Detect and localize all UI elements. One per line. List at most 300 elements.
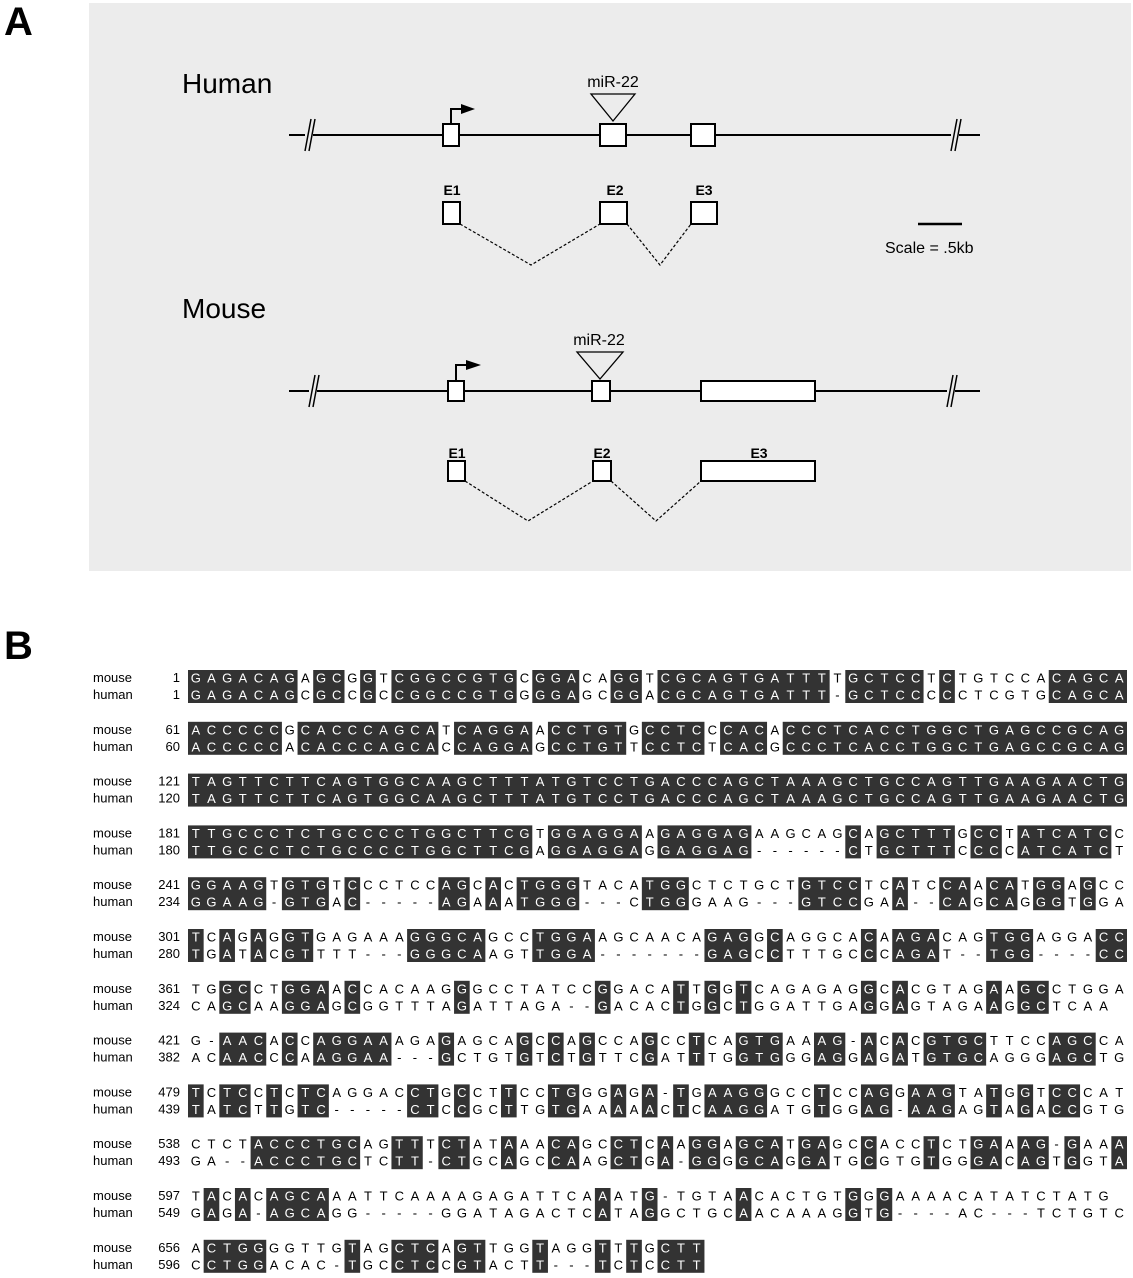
human-nucleotide: A [1005, 791, 1014, 807]
human-nucleotide: C [989, 687, 999, 703]
human-nucleotide: G [190, 894, 201, 910]
alignment-block [93, 981, 1124, 1014]
mouse-nucleotide: A [723, 1188, 733, 1204]
mouse-nucleotide: G [582, 1240, 593, 1256]
human-nucleotide: A [379, 739, 388, 755]
human-nucleotide: G [879, 1101, 890, 1117]
human-nucleotide: C [1114, 1205, 1124, 1221]
mouse-row-label: mouse [93, 773, 133, 789]
human-nucleotide: G [707, 998, 718, 1014]
human-nucleotide: T [317, 842, 326, 858]
mouse-nucleotide: G [566, 1240, 577, 1256]
mouse-nucleotide: G [456, 877, 467, 893]
human-nucleotide: G [910, 946, 921, 962]
mouse-nucleotide: T [536, 825, 545, 841]
human-nucleotide: G [1114, 739, 1125, 755]
human-nucleotide: G [957, 1153, 968, 1169]
mouse-nucleotide: A [238, 877, 248, 893]
human-nucleotide: C [957, 687, 968, 703]
mouse-nucleotide: G [973, 670, 984, 686]
mouse-nucleotide: T [1083, 1188, 1092, 1204]
human-nucleotide: G [190, 1205, 201, 1221]
mouse-nucleotide: C [285, 1033, 295, 1049]
human-nucleotide: G [801, 1101, 812, 1117]
mouse-nucleotide: T [1021, 1188, 1030, 1204]
human-nucleotide: C [723, 1205, 733, 1221]
human-row-label: human [93, 687, 133, 702]
human-nucleotide: G [331, 998, 342, 1014]
mouse-nucleotide: A [1052, 774, 1061, 790]
mouse-nucleotide: A [426, 722, 435, 738]
mouse-nucleotide: A [394, 1033, 404, 1049]
mouse-nucleotide: A [1067, 877, 1077, 893]
mouse-nucleotide: C [347, 981, 358, 997]
mouse-nucleotide: A [520, 1188, 529, 1204]
human-nucleotide: G [973, 1101, 984, 1117]
mouse-nucleotide: G [409, 670, 420, 686]
human-nucleotide: G [535, 687, 546, 703]
human-nucleotide: A [316, 739, 326, 755]
human-nucleotide: T [989, 946, 998, 962]
mouse-nucleotide: G [1082, 981, 1093, 997]
mouse-nucleotide: G [1067, 929, 1078, 945]
human-nucleotide: C [441, 1153, 451, 1169]
human-nucleotide: G [941, 1153, 953, 1169]
human-nucleotide: A [645, 998, 655, 1014]
mouse-nucleotide: C [472, 877, 483, 893]
human-nucleotide: G [519, 1153, 530, 1169]
mouse-nucleotide: G [1067, 1136, 1078, 1152]
human-nucleotide: T [363, 1153, 372, 1169]
human-nucleotide: C [253, 1050, 264, 1066]
human-nucleotide: A [207, 1153, 216, 1169]
human-nucleotide: G [503, 687, 514, 703]
human-nucleotide: G [1082, 1205, 1093, 1221]
human-start-position: 324 [158, 997, 180, 1013]
human-nucleotide: C [629, 998, 639, 1014]
human-nucleotide: G [660, 894, 671, 910]
mouse-nucleotide: C [911, 1033, 921, 1049]
mouse-nucleotide: T [943, 825, 952, 841]
human-nucleotide: G [519, 687, 530, 703]
human-exon-1-box [443, 124, 459, 146]
human-nucleotide: C [723, 739, 733, 755]
mouse-nucleotide: C [253, 981, 264, 997]
mouse-nucleotide: G [550, 825, 561, 841]
mouse-nucleotide: G [738, 825, 749, 841]
mouse-nucleotide: G [1035, 1136, 1046, 1152]
human-nucleotide: T [536, 1257, 545, 1273]
mouse-nucleotide: C [942, 1136, 952, 1152]
human-nucleotide: C [316, 1101, 326, 1117]
mouse-nucleotide: C [472, 1084, 483, 1100]
human-nucleotide: G [1035, 687, 1046, 703]
human-nucleotide: - [224, 1153, 230, 1169]
mouse-nucleotide: T [395, 1136, 404, 1152]
mouse-nucleotide: T [317, 1136, 326, 1152]
mouse-nucleotide: A [457, 1033, 467, 1049]
mouse-nucleotide: A [316, 981, 326, 997]
mouse-nucleotide: T [708, 1188, 717, 1204]
human-nucleotide: T [191, 946, 200, 962]
human-nucleotide: C [707, 791, 717, 807]
mouse-nucleotide: C [535, 1033, 545, 1049]
human-nucleotide: C [253, 739, 264, 755]
human-nucleotide: C [801, 739, 811, 755]
mouse-nucleotide: A [973, 1188, 983, 1204]
mouse-nucleotide: G [503, 670, 514, 686]
human-nucleotide: T [223, 1257, 232, 1273]
human-nucleotide: G [597, 842, 608, 858]
mouse-nucleotide: C [785, 1188, 796, 1204]
human-nucleotide: T [833, 739, 842, 755]
human-nucleotide: A [222, 894, 232, 910]
mouse-nucleotide: C [222, 722, 232, 738]
human-nucleotide: G [331, 1153, 342, 1169]
human-nucleotide: C [895, 791, 905, 807]
human-nucleotide: A [707, 1101, 717, 1117]
mouse-nucleotide: C [879, 877, 890, 893]
human-nucleotide: T [473, 842, 482, 858]
human-nucleotide: G [284, 894, 295, 910]
human-nucleotide: T [630, 1153, 639, 1169]
mouse-nucleotide: T [989, 1084, 998, 1100]
human-nucleotide: C [848, 842, 858, 858]
mouse-nucleotide: G [253, 1240, 264, 1256]
mouse-nucleotide: C [644, 722, 655, 738]
human-nucleotide: G [988, 739, 1000, 755]
human-nucleotide: G [691, 842, 702, 858]
mouse-nucleotide: C [879, 981, 890, 997]
mouse-nucleotide: C [238, 722, 248, 738]
mouse-nucleotide: A [707, 670, 717, 686]
human-nucleotide: A [817, 1050, 827, 1066]
mouse-nucleotide: A [269, 1033, 279, 1049]
human-nucleotide: C [879, 739, 890, 755]
human-nucleotide: C [1114, 946, 1124, 962]
human-nucleotide: C [864, 1153, 874, 1169]
mouse-nucleotide: A [426, 1033, 435, 1049]
human-nucleotide: - [757, 894, 762, 910]
mouse-nucleotide: A [473, 1136, 482, 1152]
human-nucleotide: A [707, 894, 717, 910]
human-nucleotide: T [457, 1153, 466, 1169]
mouse-nucleotide: A [1114, 670, 1124, 686]
human-nucleotide: G [973, 894, 984, 910]
mouse-nucleotide: A [582, 1188, 592, 1204]
mouse-nucleotide: G [644, 1033, 655, 1049]
mouse-nucleotide: G [675, 877, 687, 893]
mouse-nucleotide: T [583, 877, 592, 893]
human-nucleotide: G [926, 739, 937, 755]
human-nucleotide: T [567, 1050, 576, 1066]
human-nucleotide: A [598, 1205, 608, 1221]
mouse-nucleotide: T [802, 1188, 811, 1204]
mouse-nucleotide: T [958, 774, 967, 790]
mouse-nucleotide: T [551, 774, 560, 790]
mouse-nucleotide: C [253, 1033, 264, 1049]
human-nucleotide: A [786, 1205, 795, 1221]
mouse-nucleotide: G [347, 774, 358, 790]
human-nucleotide: G [378, 791, 389, 807]
human-nucleotide: A [191, 739, 201, 755]
mouse-nucleotide: T [864, 877, 873, 893]
mouse-nucleotide: C [848, 722, 858, 738]
human-nucleotide: A [911, 1101, 921, 1117]
human-nucleotide: A [927, 946, 936, 962]
mouse-nucleotide: G [456, 774, 467, 790]
human-nucleotide: A [1020, 842, 1030, 858]
human-nucleotide: A [723, 791, 733, 807]
identity-shading [658, 825, 752, 858]
human-nucleotide: G [315, 894, 327, 910]
mouse-nucleotide: C [457, 929, 467, 945]
human-nucleotide: C [253, 842, 264, 858]
human-nucleotide: C [206, 1257, 217, 1273]
human-nucleotide: A [989, 1050, 999, 1066]
mouse-nucleotide: C [691, 774, 702, 790]
mouse-nucleotide: T [989, 670, 998, 686]
human-nucleotide: G [300, 998, 311, 1014]
human-nucleotide: G [222, 791, 233, 807]
mouse-nucleotide: C [206, 1084, 217, 1100]
human-nucleotide: A [598, 1101, 608, 1117]
human-start-position: 60 [165, 738, 180, 754]
mouse-nucleotide: A [927, 774, 936, 790]
human-nucleotide: G [566, 946, 577, 962]
mouse-nucleotide: A [441, 1188, 451, 1204]
mouse-nucleotide: A [676, 825, 686, 841]
human-nucleotide: T [739, 998, 748, 1014]
human-row-label: human [93, 1205, 133, 1220]
mouse-nucleotide: C [1114, 825, 1124, 841]
mouse-nucleotide: A [723, 1084, 733, 1100]
mouse-nucleotide: C [879, 1033, 890, 1049]
human-nucleotide: T [567, 1205, 576, 1221]
mouse-nucleotide: A [660, 981, 670, 997]
human-nucleotide: G [472, 687, 483, 703]
mouse-nucleotide: G [566, 774, 577, 790]
mouse-nucleotide: G [769, 1084, 780, 1100]
human-nucleotide: - [397, 894, 402, 910]
human-nucleotide: G [1035, 1153, 1046, 1169]
mouse-nucleotide: T [207, 1136, 216, 1152]
human-nucleotide: A [614, 998, 623, 1014]
human-nucleotide: C [457, 946, 467, 962]
mouse-nucleotide: G [973, 929, 984, 945]
mouse-nucleotide: C [331, 722, 342, 738]
mouse-nucleotide: C [378, 877, 389, 893]
human-row-label: human [93, 997, 133, 1013]
mouse-nucleotide: G [816, 929, 827, 945]
human-nucleotide: A [520, 998, 529, 1014]
mouse-nucleotide: A [786, 774, 795, 790]
human-nucleotide: C [394, 842, 404, 858]
mouse-nucleotide: T [880, 670, 889, 686]
mouse-nucleotide: G [566, 1084, 577, 1100]
mouse-nucleotide: C [942, 877, 952, 893]
human-nucleotide: - [913, 1205, 918, 1221]
human-nucleotide: T [864, 1205, 873, 1221]
human-nucleotide: A [316, 1050, 326, 1066]
mouse-nucleotide: A [488, 877, 498, 893]
human-nucleotide: A [567, 687, 576, 703]
human-nucleotide: A [473, 894, 482, 910]
human-nucleotide: C [238, 842, 248, 858]
human-nucleotide: C [441, 739, 451, 755]
mouse-nucleotide: T [630, 1188, 639, 1204]
human-nucleotide: A [191, 1050, 201, 1066]
mouse-nucleotide: C [519, 670, 530, 686]
human-nucleotide: - [663, 946, 668, 962]
human-nucleotide: C [300, 1153, 311, 1169]
mouse-nucleotide: T [238, 1136, 247, 1152]
human-nucleotide: T [410, 1257, 419, 1273]
mouse-nucleotide: A [958, 877, 968, 893]
human-nucleotide: T [708, 1050, 717, 1066]
mouse-nucleotide: G [441, 981, 452, 997]
mouse-nucleotide: T [489, 1136, 498, 1152]
mouse-nucleotide: T [927, 1136, 936, 1152]
mouse-nucleotide: A [504, 1033, 514, 1049]
human-nucleotide: G [801, 1050, 812, 1066]
human-nucleotide: T [1099, 791, 1108, 807]
mouse-nucleotide: G [879, 774, 890, 790]
human-nucleotide: T [395, 998, 404, 1014]
human-nucleotide: A [1114, 687, 1124, 703]
mouse-nucleotide: G [488, 929, 499, 945]
mouse-nucleotide: A [864, 1033, 874, 1049]
human-nucleotide: T [614, 739, 623, 755]
identity-shading [188, 774, 1127, 807]
human-nucleotide: A [207, 1205, 216, 1221]
mouse-nucleotide: C [598, 1136, 608, 1152]
human-nucleotide: - [381, 894, 386, 910]
mouse-nucleotide: C [723, 877, 733, 893]
human-nucleotide: G [613, 687, 624, 703]
mouse-nucleotide: C [629, 929, 639, 945]
mouse-nucleotide: T [379, 1188, 388, 1204]
mouse-nucleotide: G [613, 825, 624, 841]
mouse-nucleotide: A [457, 1188, 467, 1204]
human-nucleotide: G [644, 791, 655, 807]
human-nucleotide: C [926, 687, 937, 703]
human-nucleotide: - [1085, 946, 1091, 962]
mouse-nucleotide: G [269, 1240, 280, 1256]
mouse-nucleotide: C [425, 877, 436, 893]
mouse-nucleotide: A [880, 929, 889, 945]
mouse-nucleotide: C [864, 929, 874, 945]
mouse-nucleotide: C [864, 670, 874, 686]
mouse-nucleotide: G [957, 825, 968, 841]
mouse-nucleotide: - [850, 1033, 856, 1049]
human-start-position: 120 [158, 790, 180, 806]
mouse-nucleotide: T [489, 1240, 498, 1256]
mouse-mir22-label: miR-22 [573, 332, 625, 349]
mouse-nucleotide: C [832, 1084, 843, 1100]
mouse-nucleotide: A [629, 1033, 639, 1049]
human-nucleotide: G [660, 842, 671, 858]
mouse-nucleotide: A [895, 1033, 905, 1049]
alignment-block [93, 1240, 704, 1273]
mouse-nucleotide: A [520, 722, 529, 738]
human-nucleotide: C [1051, 687, 1062, 703]
mouse-nucleotide: A [958, 981, 968, 997]
human-nucleotide: G [613, 842, 624, 858]
human-nucleotide: A [958, 894, 968, 910]
mouse-start-position: 597 [158, 1188, 180, 1203]
human-nucleotide: A [660, 1050, 670, 1066]
human-nucleotide: C [973, 1050, 984, 1066]
human-nucleotide: A [739, 739, 748, 755]
mouse-nucleotide: G [597, 825, 608, 841]
human-nucleotide: C [191, 998, 201, 1014]
mouse-nucleotide: G [488, 722, 499, 738]
human-nucleotide: A [332, 894, 342, 910]
human-nucleotide: G [237, 1257, 248, 1273]
human-nucleotide: C [425, 1257, 436, 1273]
mouse-nucleotide: G [222, 825, 233, 841]
mouse-nucleotide: C [911, 1136, 921, 1152]
human-nucleotide: T [348, 946, 357, 962]
human-nucleotide: - [553, 1257, 558, 1273]
mouse-nucleotide: C [660, 1240, 671, 1256]
mouse-nucleotide: C [723, 722, 733, 738]
human-nucleotide: C [300, 842, 311, 858]
human-nucleotide: G [832, 1050, 843, 1066]
human-nucleotide: C [785, 739, 796, 755]
human-nucleotide: G [675, 894, 687, 910]
mouse-nucleotide: G [190, 1033, 201, 1049]
human-nucleotide: A [1036, 1101, 1046, 1117]
human-nucleotide: C [848, 739, 858, 755]
human-nucleotide: T [504, 1050, 513, 1066]
human-nucleotide: - [757, 842, 762, 858]
human-nucleotide: G [597, 739, 608, 755]
mouse-nucleotide: T [270, 877, 279, 893]
mouse-nucleotide: T [489, 670, 498, 686]
mouse-nucleotide: C [1020, 1033, 1030, 1049]
human-nucleotide: C [660, 687, 671, 703]
human-nucleotide: G [738, 946, 749, 962]
human-row-label: human [93, 946, 133, 961]
mouse-nucleotide: C [566, 722, 577, 738]
mouse-nucleotide: - [663, 1084, 668, 1100]
mouse-nucleotide: C [206, 929, 217, 945]
mouse-nucleotide: C [895, 825, 905, 841]
human-nucleotide: T [927, 998, 936, 1014]
human-nucleotide: C [457, 842, 467, 858]
human-nucleotide: C [551, 739, 561, 755]
mouse-nucleotide: A [394, 929, 404, 945]
mouse-nucleotide: T [410, 1240, 419, 1256]
mouse-start-position: 121 [158, 773, 180, 789]
human-nucleotide: T [254, 791, 263, 807]
mouse-nucleotide: C [644, 1136, 655, 1152]
human-nucleotide: G [284, 1205, 295, 1221]
mouse-nucleotide: T [817, 1084, 826, 1100]
mouse-nucleotide: A [332, 1084, 342, 1100]
human-nucleotide: T [489, 687, 498, 703]
human-nucleotide: T [1052, 1153, 1061, 1169]
mouse-nucleotide: T [301, 1084, 310, 1100]
mouse-nucleotide: G [707, 981, 718, 997]
mouse-nucleotide: T [645, 670, 654, 686]
mouse-nucleotide: C [551, 722, 561, 738]
mouse-nucleotide: T [974, 722, 983, 738]
human-nucleotide: C [347, 687, 358, 703]
human-nucleotide: A [1005, 894, 1014, 910]
